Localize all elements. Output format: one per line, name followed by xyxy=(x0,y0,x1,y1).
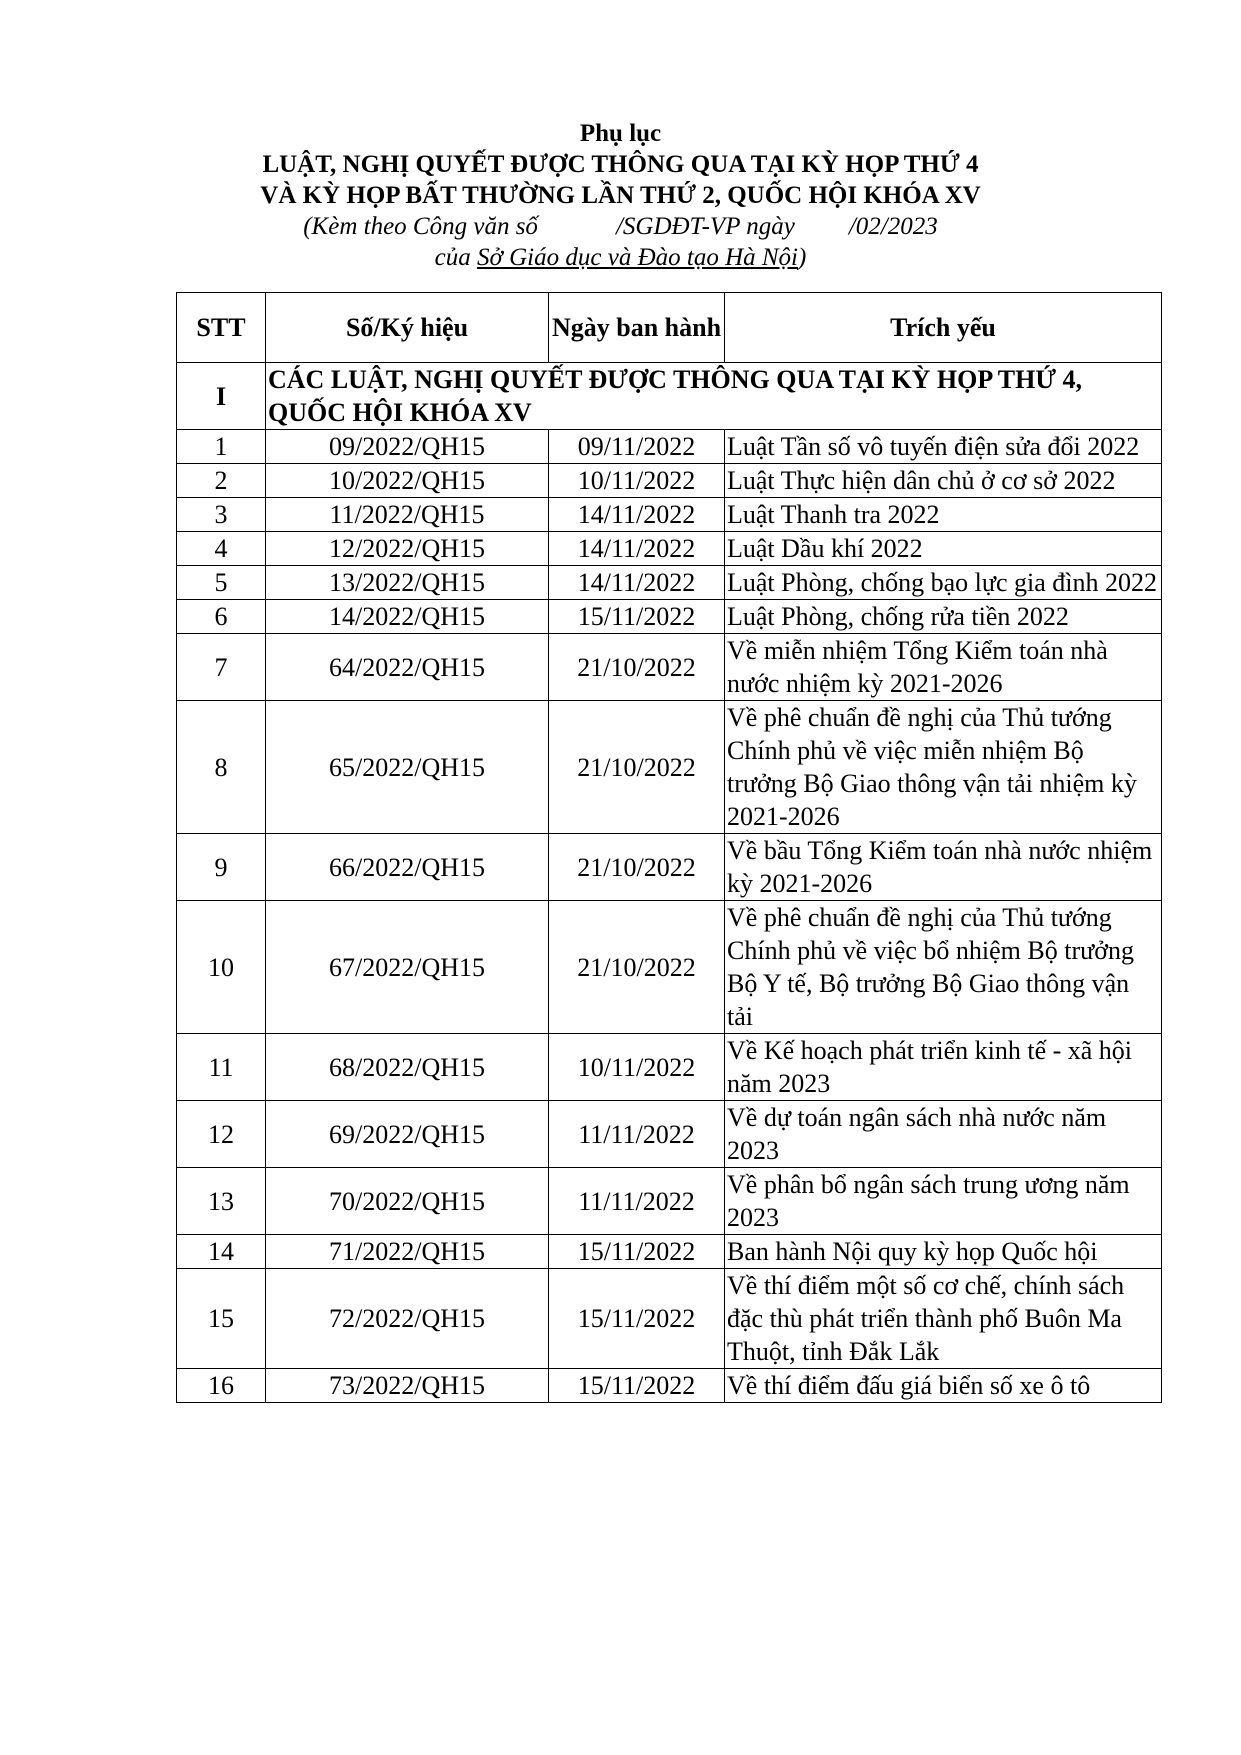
cell-stt: 12 xyxy=(177,1101,266,1168)
table-row xyxy=(177,834,1162,901)
cell-trich-yeu: Về phê chuẩn đề nghị của Thủ tướng Chính phủ về việc miễn nhiệm Bộ trưởng Bộ Giao thông vận tải nhiệm kỳ 2021-2026 xyxy=(725,701,1162,834)
cell-trich-yeu: Về thí điểm đấu giá biển số xe ô tô xyxy=(725,1369,1162,1403)
table-row xyxy=(177,430,1162,464)
table-row xyxy=(177,498,1162,532)
header-ngay-ban-hanh: Ngày ban hành xyxy=(549,293,725,363)
cell-stt: 11 xyxy=(177,1034,266,1101)
table-row xyxy=(177,566,1162,600)
cell-ngay-ban-hanh: 15/11/2022 xyxy=(549,1369,725,1403)
table-row xyxy=(177,1168,1162,1235)
cell-ngay-ban-hanh: 14/11/2022 xyxy=(549,566,725,600)
cell-ngay-ban-hanh: 21/10/2022 xyxy=(549,701,725,834)
ref-part-b: /SGDĐT-VP ngày xyxy=(615,213,795,240)
ref-part-d: của xyxy=(434,244,478,271)
cell-ngay-ban-hanh: 15/11/2022 xyxy=(549,1269,725,1369)
cell-so-ky-hieu: 72/2022/QH15 xyxy=(266,1269,549,1369)
cell-ngay-ban-hanh: 10/11/2022 xyxy=(549,464,725,498)
cell-stt: 6 xyxy=(177,600,266,634)
cell-stt: 15 xyxy=(177,1269,266,1369)
cell-ngay-ban-hanh: 21/10/2022 xyxy=(549,834,725,901)
table-row xyxy=(177,1269,1162,1369)
doc-subtitle-2: VÀ KỲ HỌP BẤT THƯỜNG LẦN THỨ 2, QUỐC HỘI KHÓA XV xyxy=(260,182,981,209)
ref-part-f: ) xyxy=(798,244,807,271)
cell-so-ky-hieu: 70/2022/QH15 xyxy=(266,1168,549,1235)
ref-part-a: (Kèm theo Công văn số xyxy=(303,213,538,240)
section-title: CÁC LUẬT, NGHỊ QUYẾT ĐƯỢC THÔNG QUA TẠI KỲ HỌP THỨ 4, QUỐC HỘI KHÓA XV xyxy=(266,363,1162,430)
ref-issuer: Sở Giáo dục và Đào tạo Hà Nội xyxy=(477,244,798,271)
cell-stt: 14 xyxy=(177,1235,266,1269)
section-row xyxy=(177,363,1162,430)
cell-ngay-ban-hanh: 21/10/2022 xyxy=(549,634,725,701)
cell-ngay-ban-hanh: 21/10/2022 xyxy=(549,901,725,1034)
cell-so-ky-hieu: 64/2022/QH15 xyxy=(266,634,549,701)
cell-so-ky-hieu: 67/2022/QH15 xyxy=(266,901,549,1034)
table-row xyxy=(177,464,1162,498)
cell-trich-yeu: Về dự toán ngân sách nhà nước năm 2023 xyxy=(725,1101,1162,1168)
cell-so-ky-hieu: 66/2022/QH15 xyxy=(266,834,549,901)
cell-stt: 10 xyxy=(177,901,266,1034)
cell-ngay-ban-hanh: 14/11/2022 xyxy=(549,498,725,532)
cell-so-ky-hieu: 71/2022/QH15 xyxy=(266,1235,549,1269)
cell-stt: 2 xyxy=(177,464,266,498)
cell-trich-yeu: Luật Thực hiện dân chủ ở cơ sở 2022 xyxy=(725,464,1162,498)
cell-stt: 13 xyxy=(177,1168,266,1235)
table-row xyxy=(177,634,1162,701)
cell-stt: 9 xyxy=(177,834,266,901)
cell-ngay-ban-hanh: 11/11/2022 xyxy=(549,1101,725,1168)
cell-so-ky-hieu: 69/2022/QH15 xyxy=(266,1101,549,1168)
cell-so-ky-hieu: 73/2022/QH15 xyxy=(266,1369,549,1403)
cell-trich-yeu: Về phân bổ ngân sách trung ương năm 2023 xyxy=(725,1168,1162,1235)
cell-trich-yeu: Về phê chuẩn đề nghị của Thủ tướng Chính phủ về việc bổ nhiệm Bộ trưởng Bộ Y tế, Bộ trưởng Bộ Giao thông vận tải xyxy=(725,901,1162,1034)
table-row xyxy=(177,1034,1162,1101)
ref-part-c: /02/2023 xyxy=(848,213,938,240)
cell-trich-yeu: Luật Dầu khí 2022 xyxy=(725,532,1162,566)
document-header xyxy=(0,118,1241,273)
doc-title: Phụ lục xyxy=(579,120,662,147)
table-row xyxy=(177,901,1162,1034)
table-row xyxy=(177,600,1162,634)
table-row xyxy=(177,701,1162,834)
doc-reference xyxy=(0,211,1241,242)
cell-so-ky-hieu: 12/2022/QH15 xyxy=(266,532,549,566)
cell-trich-yeu: Về Kế hoạch phát triển kinh tế - xã hội năm 2023 xyxy=(725,1034,1162,1101)
cell-stt: 5 xyxy=(177,566,266,600)
cell-so-ky-hieu: 65/2022/QH15 xyxy=(266,701,549,834)
cell-ngay-ban-hanh: 15/11/2022 xyxy=(549,600,725,634)
table-row xyxy=(177,1235,1162,1269)
cell-trich-yeu: Ban hành Nội quy kỳ họp Quốc hội xyxy=(725,1235,1162,1269)
cell-so-ky-hieu: 68/2022/QH15 xyxy=(266,1034,549,1101)
doc-subtitle-1: LUẬT, NGHỊ QUYẾT ĐƯỢC THÔNG QUA TẠI KỲ HỌP THỨ 4 xyxy=(262,151,979,178)
cell-trich-yeu: Luật Phòng, chống bạo lực gia đình 2022 xyxy=(725,566,1162,600)
table-header-row xyxy=(177,293,1162,363)
cell-stt: 4 xyxy=(177,532,266,566)
cell-ngay-ban-hanh: 15/11/2022 xyxy=(549,1235,725,1269)
section-stt: I xyxy=(177,363,266,430)
cell-trich-yeu: Về thí điểm một số cơ chế, chính sách đặc thù phát triển thành phố Buôn Ma Thuột, tỉnh Đắk Lắk xyxy=(725,1269,1162,1369)
table-row xyxy=(177,532,1162,566)
header-trich-yeu: Trích yếu xyxy=(725,293,1162,363)
cell-stt: 7 xyxy=(177,634,266,701)
header-stt: STT xyxy=(177,293,266,363)
cell-so-ky-hieu: 10/2022/QH15 xyxy=(266,464,549,498)
cell-ngay-ban-hanh: 09/11/2022 xyxy=(549,430,725,464)
table-row xyxy=(177,1369,1162,1403)
cell-so-ky-hieu: 13/2022/QH15 xyxy=(266,566,549,600)
cell-stt: 1 xyxy=(177,430,266,464)
cell-trich-yeu: Về miễn nhiệm Tổng Kiểm toán nhà nước nhiệm kỳ 2021-2026 xyxy=(725,634,1162,701)
cell-so-ky-hieu: 09/2022/QH15 xyxy=(266,430,549,464)
cell-stt: 3 xyxy=(177,498,266,532)
header-so-ky-hieu: Số/Ký hiệu xyxy=(266,293,549,363)
cell-stt: 16 xyxy=(177,1369,266,1403)
cell-ngay-ban-hanh: 11/11/2022 xyxy=(549,1168,725,1235)
cell-trich-yeu: Về bầu Tổng Kiểm toán nhà nước nhiệm kỳ 2021-2026 xyxy=(725,834,1162,901)
cell-stt: 8 xyxy=(177,701,266,834)
cell-ngay-ban-hanh: 10/11/2022 xyxy=(549,1034,725,1101)
cell-so-ky-hieu: 11/2022/QH15 xyxy=(266,498,549,532)
doc-reference-2 xyxy=(0,242,1241,273)
cell-trich-yeu: Luật Phòng, chống rửa tiền 2022 xyxy=(725,600,1162,634)
cell-so-ky-hieu: 14/2022/QH15 xyxy=(266,600,549,634)
table-row xyxy=(177,1101,1162,1168)
cell-ngay-ban-hanh: 14/11/2022 xyxy=(549,532,725,566)
cell-trich-yeu: Luật Thanh tra 2022 xyxy=(725,498,1162,532)
cell-trich-yeu: Luật Tần số vô tuyến điện sửa đổi 2022 xyxy=(725,430,1162,464)
laws-table xyxy=(176,292,1162,1403)
